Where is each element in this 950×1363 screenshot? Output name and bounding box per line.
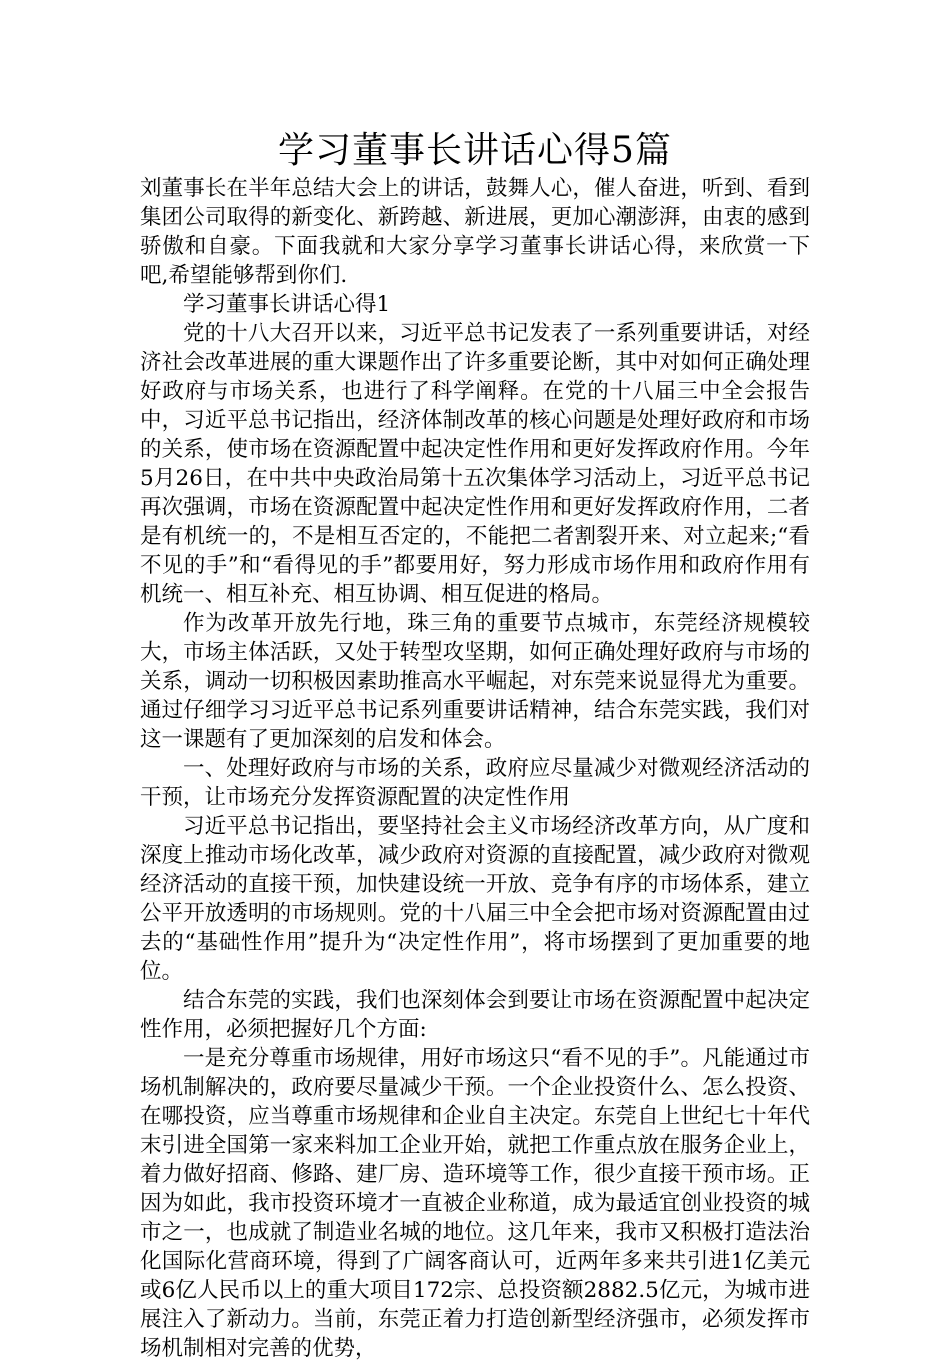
intro-paragraph: 刘董事长在半年总结大会上的讲话，鼓舞人心，催人奋进，听到、看到集团公司取得的新变化、新跨越、新进展，更加心潮澎湃，由衷的感到骄傲和自豪。下面我就和大家分享学习董事长讲话心得，来欣赏一下吧,希望能够帮到你们. [140, 176, 810, 288]
body-paragraph: 结合东莞的实践，我们也深刻体会到要让市场在资源配置中起决定性作用，必须把握好几个方面: [140, 988, 810, 1042]
document-title: 学习董事长讲话心得5篇 [278, 130, 672, 171]
document-page [140, 128, 810, 1363]
body-paragraph: 习近平总书记指出，要坚持社会主义市场经济改革方向，从广度和深度上推动市场化改革，减少政府对资源的直接配置，减少政府对微观经济活动的直接干预，加快建设统一开放、竞争有序的市场体系，建立公平开放透明的市场规则。党的十八届三中全会把市场对资源配置由过去的“基础性作用”提升为“决定性作用”，将市场摆到了更加重要的地位。 [140, 814, 810, 984]
subsection-heading: 一、处理好政府与市场的关系，政府应尽量减少对微观经济活动的干预，让市场充分发挥资源配置的决定性作用 [140, 756, 810, 810]
body-paragraph: 作为改革开放先行地，珠三角的重要节点城市，东莞经济规模较大，市场主体活跃，又处于转型攻坚期，如何正确处理好政府与市场的关系，调动一切积极因素助推高水平崛起，对东莞来说显得尤为重要。通过仔细学习习近平总书记系列重要讲话精神，结合东莞实践，我们对这一课题有了更加深刻的启发和体会。 [140, 611, 810, 752]
body-paragraph: 一是充分尊重市场规律，用好市场这只“看不见的手”。凡能通过市场机制解决的，政府要尽量减少干预。一个企业投资什么、怎么投资、在哪投资，应当尊重市场规律和企业自主决定。东莞自上世纪七十年代末引进全国第一家来料加工企业开始，就把工作重点放在服务企业上，着力做好招商、修路、建厂房、造环境等工作，很少直接干预市场。正因为如此，我市投资环境才一直被企业称道，成为最适宜创业投资的城市之一，也成就了制造业名城的地位。这几年来，我市又积极打造法治化国际化营商环境，得到了广阔客商认可，近两年多来共引进1亿美元或6亿人民币以上的重大项目172宗、总投资额2882.5亿元，为城市进展注入了新动力。当前，东莞正着力打造创新型经济强市，必须发挥市场机制相对完善的优势， [140, 1046, 810, 1361]
section-heading: 学习董事长讲话心得1 [183, 292, 391, 317]
body-paragraph: 党的十八大召开以来，习近平总书记发表了一系列重要讲话，对经济社会改革进展的重大课题作出了许多重要论断，其中对如何正确处理好政府与市场关系，也进行了科学阐释。在党的十八届三中全会报告中，习近平总书记指出，经济体制改革的核心问题是处理好政府和市场的关系，使市场在资源配置中起决定性作用和更好发挥政府作用。今年5月26日，在中共中央政治局第十五次集体学习活动上，习近平总书记再次强调，市场在资源配置中起决定性作用和更好发挥政府作用，二者是有机统一的，不是相互否定的，不能把二者割裂开来、对立起来;“看不见的手”和“看得见的手”都要用好，努力形成市场作用和政府作用有机统一、相互补充、相互协调、相互促进的格局。 [140, 321, 810, 607]
